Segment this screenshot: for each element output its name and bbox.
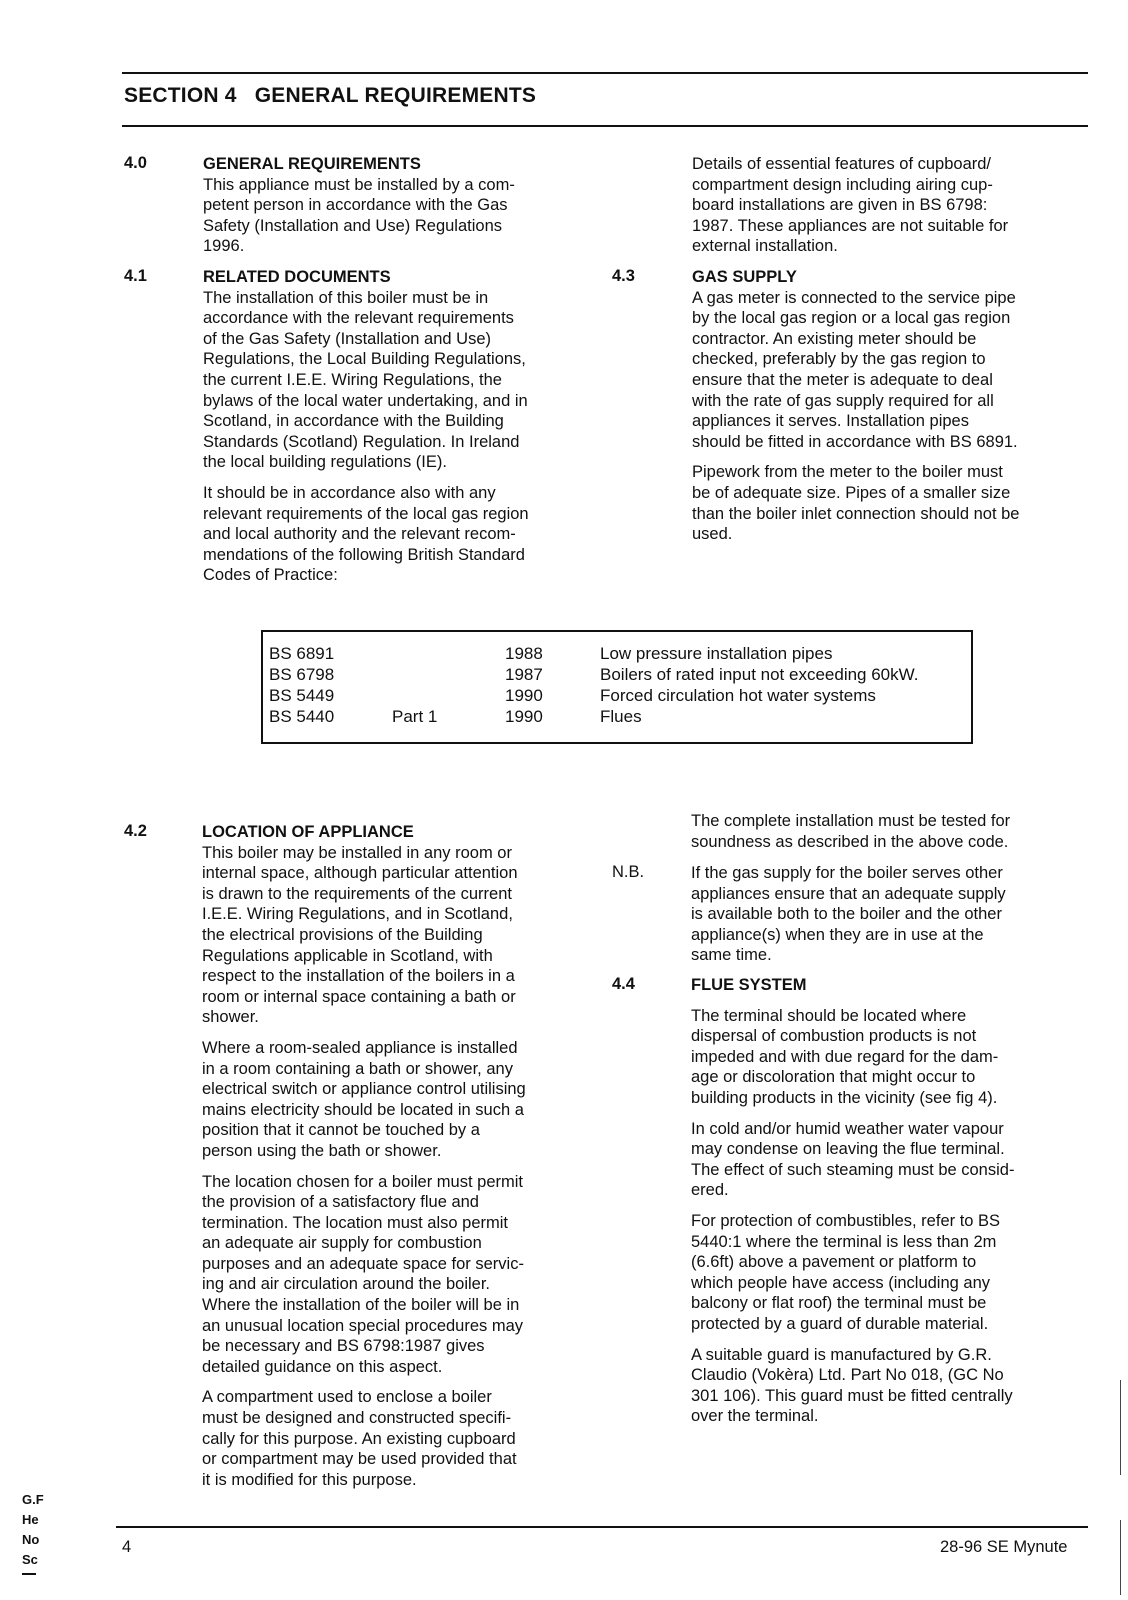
- soundness-text: The complete installation must be tested for soundness as described in the above code.: [691, 812, 1011, 851]
- section-4-1-heading: RELATED DOCUMENTS: [203, 268, 391, 286]
- standard-year: 1987: [505, 665, 543, 684]
- section-4-4-text-3: For protection of combustibles, refer to BS 5440:1 where the terminal is less than 2m (6.6ft) above a pavement or platform to which people have access (including any balcony or flat roof) the terminal must be protected by a guard of durable material.: [691, 1211, 1001, 1333]
- standard-part: Part 1: [392, 707, 438, 726]
- right-top-intro: [692, 154, 1092, 267]
- standard-year: 1988: [505, 644, 543, 663]
- section-number-4-3: 4.3: [612, 267, 635, 285]
- header-bottom-rule: [122, 125, 1088, 127]
- page-number: 4: [122, 1538, 132, 1556]
- cupboard-design-text: Details of essential features of cupboard/ compartment design including airing cup- board installations are given in BS 6798: 1987. These appliances are not suitable for external installation.: [692, 155, 1009, 256]
- section-4-2-text-3: The location chosen for a boiler must permit the provision of a satisfactory flue and termination. The location must also permit an adequate air supply for combustion purposes and an adequate space for servic- ing and air circulation around the boiler. Where the installation of the boiler will be in an unusual location special procedures may be necessary and BS 6798:1987 gives detailed guidance on this aspect.: [202, 1172, 524, 1376]
- scan-edge-line: [1120, 1520, 1121, 1595]
- section-4-4-text-4: A suitable guard is manufactured by G.R. Claudio (Vokèra) Ltd. Part No 018, (GC No 301 106). This guard must be fitted centrally over the terminal.: [691, 1345, 1013, 1426]
- section-4-1-block: [203, 267, 593, 596]
- section-title: SECTION 4 GENERAL REQUIREMENTS: [124, 84, 537, 107]
- section-4-3-heading: GAS SUPPLY: [692, 268, 797, 286]
- standard-code: BS 5440: [269, 707, 335, 726]
- nb-text: If the gas supply for the boiler serves other appliances ensure that an adequate supply is available both to the boiler and the other appliance(s) when they are in use at the same time.: [691, 864, 1006, 965]
- nb-block: [691, 863, 1091, 976]
- table-row: [269, 644, 969, 665]
- section-4-4-text-1: The terminal should be located where dispersal of combustion products is not impeded and with due regard for the dam- age or discoloration that might occur to building products in the vicinity (see fig 4).: [691, 1006, 999, 1107]
- right-bottom-intro: [691, 811, 1091, 862]
- section-4-0-heading: GENERAL REQUIREMENTS: [203, 155, 421, 173]
- section-4-2-text-2: Where a room-sealed appliance is installed in a room containing a bath or shower, any electrical switch or appliance control utilising mains electricity should be located in such a position that it cannot be touched by a person using the bath or shower.: [202, 1038, 526, 1160]
- section-number-4-4: 4.4: [612, 975, 635, 993]
- section-4-3-block: [692, 267, 1092, 555]
- section-4-4-block: [691, 975, 1091, 1437]
- standard-year: 1990: [505, 707, 543, 726]
- margin-dash: [22, 1573, 36, 1575]
- standard-title: Flues: [600, 707, 642, 726]
- section-number-4-2: 4.2: [124, 822, 147, 840]
- section-4-2-text-4: A compartment used to enclose a boiler must be designed and constructed specifi- cally for this purpose. An existing cupboard or compartment may be used provided that it is modified for this purpose.: [202, 1388, 517, 1489]
- table-row: [269, 665, 969, 686]
- section-4-4-text-2: In cold and/or humid weather water vapour may condense on leaving the flue terminal. The effect of such steaming must be consid- ered.: [691, 1119, 1015, 1200]
- section-4-2-block: [202, 822, 597, 1500]
- section-number-4-1: 4.1: [124, 267, 147, 285]
- table-row: [269, 707, 969, 728]
- standard-code: BS 6891: [269, 644, 335, 663]
- standard-code: BS 5449: [269, 686, 335, 705]
- footer-rule: [116, 1526, 1088, 1528]
- standard-year: 1990: [505, 686, 543, 705]
- section-4-3-text-1: A gas meter is connected to the service pipe by the local gas region or a local gas region contractor. An existing meter should be checked, preferably by the gas region to ensure that the meter is adequate to deal with the rate of gas supply required for all appliances it serves. Installation pipes should be fitted in accordance with BS 6891.: [692, 288, 1018, 451]
- header-top-rule: [122, 72, 1088, 74]
- table-row: [269, 686, 969, 707]
- section-4-0-text: This appliance must be installed by a com- petent person in accordance with the Gas Safety (Installation and Use) Regulations 1996.: [203, 175, 515, 256]
- section-4-2-text-1: This boiler may be installed in any room or internal space, although particular attention is drawn to the requirements of the current I.E.E. Wiring Regulations, and in Scotland, the electrical provisions of the Building Regulations applicable in Scotland, with respect to the installation of the boilers in a room or internal space containing a bath or shower.: [202, 843, 518, 1027]
- section-4-4-heading: FLUE SYSTEM: [691, 976, 807, 994]
- scan-edge-line: [1120, 1380, 1121, 1475]
- section-4-0-block: [203, 154, 593, 267]
- section-4-1-text-2: It should be in accordance also with any relevant requirements of the local gas region and local authority and the relevant recom- mendations of the following British Standard Codes of Practice:: [203, 483, 529, 585]
- standard-code: BS 6798: [269, 665, 335, 684]
- standards-table: [261, 630, 973, 744]
- document-reference: 28-96 SE Mynute: [940, 1538, 1068, 1556]
- section-number-4-0: 4.0: [124, 154, 147, 172]
- section-4-1-text-1: The installation of this boiler must be in accordance with the relevant requirements of the Gas Safety (Installation and Use) Regulations, the Local Building Regulations, the current I.E.E. Wiring Regulations, the bylaws of the local water undertaking, and in Scotland, in accordance with the Building Standards (Scotland) Regulation. In Ireland the local building regulations (IE).: [203, 288, 528, 472]
- standard-title: Boilers of rated input not exceeding 60kW.: [600, 665, 919, 684]
- standard-title: Low pressure installation pipes: [600, 644, 833, 663]
- nb-label: N.B.: [612, 863, 645, 881]
- standard-title: Forced circulation hot water systems: [600, 686, 876, 705]
- margin-text-fragment: G.F He No Sc: [22, 1492, 44, 1567]
- section-4-2-heading: LOCATION OF APPLIANCE: [202, 823, 414, 841]
- section-4-3-text-2: Pipework from the meter to the boiler must be of adequate size. Pipes of a smaller size than the boiler inlet connection should not be used.: [692, 463, 1020, 544]
